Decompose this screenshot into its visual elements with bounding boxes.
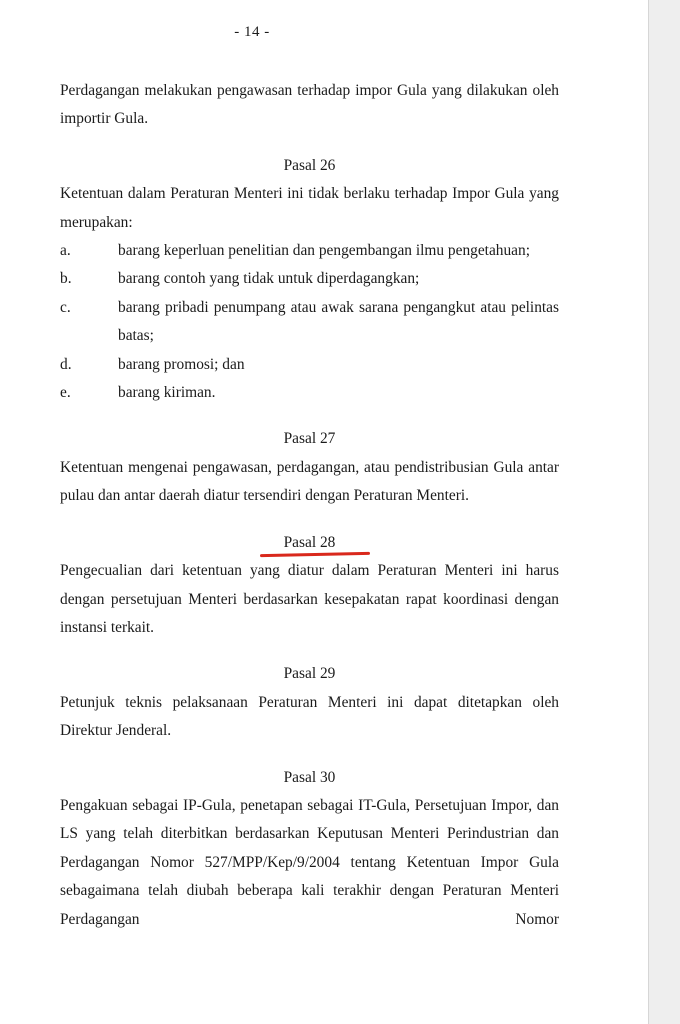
- list-item-letter: d.: [60, 355, 72, 373]
- pasal-26-list: [60, 237, 559, 407]
- pasal-26-body: Ketentuan dalam Peraturan Menteri ini tidak berlaku terhadap Impor Gula yang merupakan:: [60, 185, 559, 231]
- list-item-text: barang promosi; dan: [118, 355, 245, 373]
- list-item: [60, 294, 559, 351]
- page-number: - 14 -: [234, 24, 270, 40]
- list-item-text: barang keperluan penelitian dan pengembangan ilmu pengetahuan;: [118, 242, 530, 260]
- list-item-text: barang contoh yang tidak untuk diperdagangkan;: [118, 270, 420, 288]
- list-item: [60, 379, 559, 407]
- list-item-text: barang pribadi penumpang atau awak sarana pengangkut atau pelintas batas;: [118, 298, 559, 345]
- list-item-letter: a.: [60, 242, 71, 260]
- pasal-29-heading: [60, 660, 559, 688]
- pasal-27-title: Pasal 27: [283, 430, 336, 448]
- document-content: [60, 77, 559, 934]
- intro-paragraph: Perdagangan melakukan pengawasan terhadap impor Gula yang dilakukan oleh importir Gula.: [60, 82, 559, 128]
- list-item: [60, 237, 559, 265]
- pasal-30-body: Pengakuan sebagai IP-Gula, penetapan sebagai IT-Gula, Persetujuan Impor, dan LS yang telah diterbitkan berdasarkan Keputusan Menteri Perindustrian dan Perdagangan Nomor 527/MPP/Kep/9/2004 tentang Ketentuan Impor Gula sebagaimana telah diubah beberapa kali terakhir dengan Peraturan Menteri Perdagangan Nomor: [60, 796, 559, 928]
- list-item-letter: c.: [60, 298, 71, 316]
- list-item-letter: b.: [60, 270, 72, 288]
- pasal-27-body: Ketentuan mengenai pengawasan, perdagangan, atau pendistribusian Gula antar pulau dan antar daerah diatur tersendiri dengan Peraturan Menteri.: [60, 458, 559, 505]
- pasal-29-body: Petunjuk teknis pelaksanaan Peraturan Menteri ini dapat ditetapkan oleh Direktur Jenderal.: [60, 693, 559, 740]
- list-item-letter: e.: [60, 384, 71, 402]
- pasal-27-heading: [60, 425, 559, 453]
- pasal-26-title: Pasal 26: [283, 156, 336, 174]
- pasal-29-title: Pasal 29: [283, 665, 336, 683]
- pasal-30-heading: [60, 764, 559, 792]
- pasal-30-title: Pasal 30: [283, 768, 336, 786]
- pasal-28-body: Pengecualian dari ketentuan yang diatur dalam Peraturan Menteri ini harus dengan persetujuan Menteri berdasarkan kesepakatan rapat koordinasi dengan instansi terkait.: [60, 562, 559, 636]
- pasal-28-heading: [60, 529, 559, 557]
- list-item: [60, 265, 559, 293]
- list-item: [60, 351, 559, 379]
- viewer-side-panel: [648, 0, 680, 1024]
- pasal-28-title: Pasal 28: [283, 533, 336, 551]
- list-item-text: barang kiriman.: [118, 384, 216, 402]
- pasal-26-heading: [60, 152, 559, 180]
